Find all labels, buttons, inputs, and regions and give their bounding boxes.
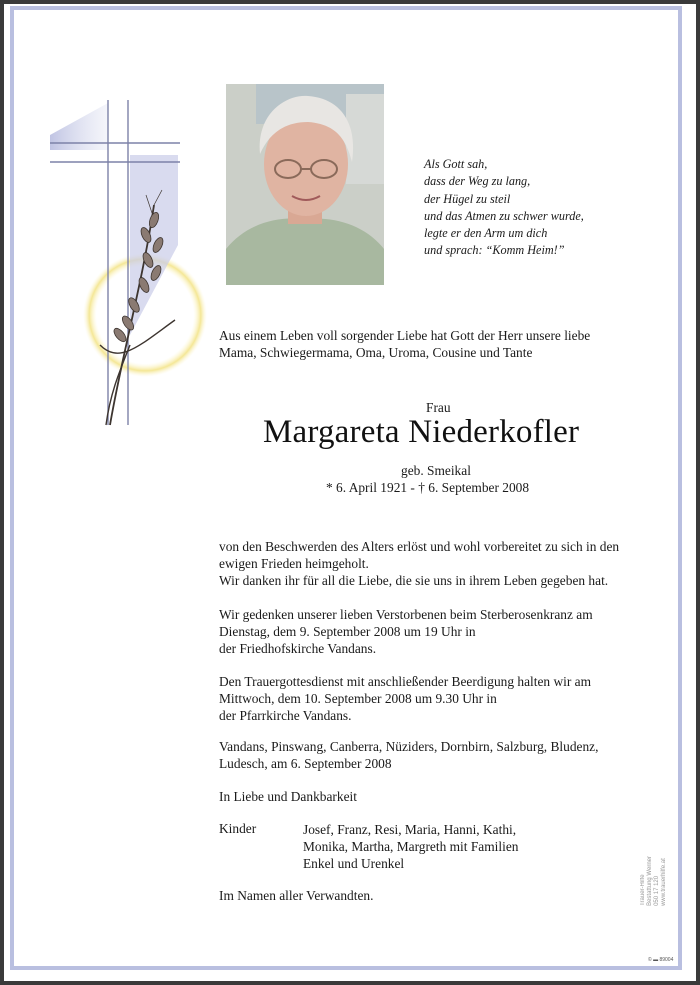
family-line: Josef, Franz, Resi, Maria, Hanni, Kathi, <box>303 822 517 837</box>
imprint-line: Bestattung Werner <box>647 856 653 906</box>
cross-wheat-icon <box>50 95 230 440</box>
family-line: Monika, Martha, Margreth mit Familien <box>303 839 519 854</box>
honorific: Frau <box>426 400 451 415</box>
imprint-logo: © ▬ 89004 <box>648 957 674 963</box>
poem-line: der Hügel zu steil <box>424 191 511 206</box>
paragraph-line: Ludesch, am 6. September 2008 <box>219 756 392 771</box>
paragraph-rosary <box>219 606 664 657</box>
paragraph-line: von den Beschwerden des Alters erlöst und wohl vorbereitet zu sich in den <box>219 539 620 554</box>
poem-line: Als Gott sah, <box>424 157 488 171</box>
paragraph-line: Den Trauergottesdienst mit anschließender Beerdigung halten wir am <box>219 674 592 689</box>
imprint-line: 050 17 120 <box>654 875 660 906</box>
paragraph-funeral <box>219 673 664 724</box>
paragraph-line: der Friedhofskirche Vandans. <box>219 641 377 656</box>
paragraph-line: Wir danken ihr für all die Liebe, die sie uns in ihrem Leben gegeben hat. <box>219 573 609 588</box>
family-list <box>303 821 518 872</box>
paragraph-gratitude <box>219 788 664 805</box>
maiden-name: geb. Smeikal <box>401 463 471 478</box>
deceased-name: Margareta Niederkofler <box>263 414 580 450</box>
imprint-text <box>640 856 668 906</box>
imprint <box>640 856 680 966</box>
intro-line: Aus einem Leben voll sorgender Liebe hat Gott der Herr unsere liebe <box>219 328 591 343</box>
paragraph-announcement <box>219 538 664 589</box>
paragraph-line: In Liebe und Dankbarkeit <box>219 789 357 804</box>
paragraph-line: Mittwoch, dem 10. September 2008 um 9.30 Uhr in <box>219 691 497 706</box>
intro-text <box>219 327 659 361</box>
paragraph-line: Wir gedenken unserer lieben Verstorbenen beim Sterberosenkranz am <box>219 607 593 622</box>
paragraph-places <box>219 738 664 772</box>
imprint-line: www.trauerhilfe.at <box>661 858 667 906</box>
intro-line: Mama, Schwiegermama, Oma, Uroma, Cousine und Tante <box>219 345 533 360</box>
life-dates: * 6. April 1921 - † 6. September 2008 <box>326 480 530 495</box>
family-line: Enkel und Urenkel <box>303 856 405 871</box>
paragraph-line: Vandans, Pinswang, Canberra, Nüziders, Dornbirn, Salzburg, Bludenz, <box>219 739 599 754</box>
paragraph-line: Dienstag, dem 9. September 2008 um 19 Uhr in <box>219 624 476 639</box>
poem-line: und das Atmen zu schwer wurde, <box>424 208 584 223</box>
imprint-line: Trauer-Hilfe <box>640 874 646 906</box>
family-label: Kinder <box>219 821 257 836</box>
paragraph-line: ewigen Frieden heimgeholt. <box>219 556 369 571</box>
poem-line: legte er den Arm um dich <box>424 226 548 241</box>
poem-line: dass der Weg zu lang, <box>424 174 531 189</box>
poem <box>424 156 644 260</box>
portrait-photo <box>226 84 384 285</box>
paragraph-line: der Pfarrkirche Vandans. <box>219 708 352 723</box>
poem-line: und sprach: “Komm Heim!” <box>424 243 565 258</box>
closing-text: Im Namen aller Verwandten. <box>219 888 374 903</box>
